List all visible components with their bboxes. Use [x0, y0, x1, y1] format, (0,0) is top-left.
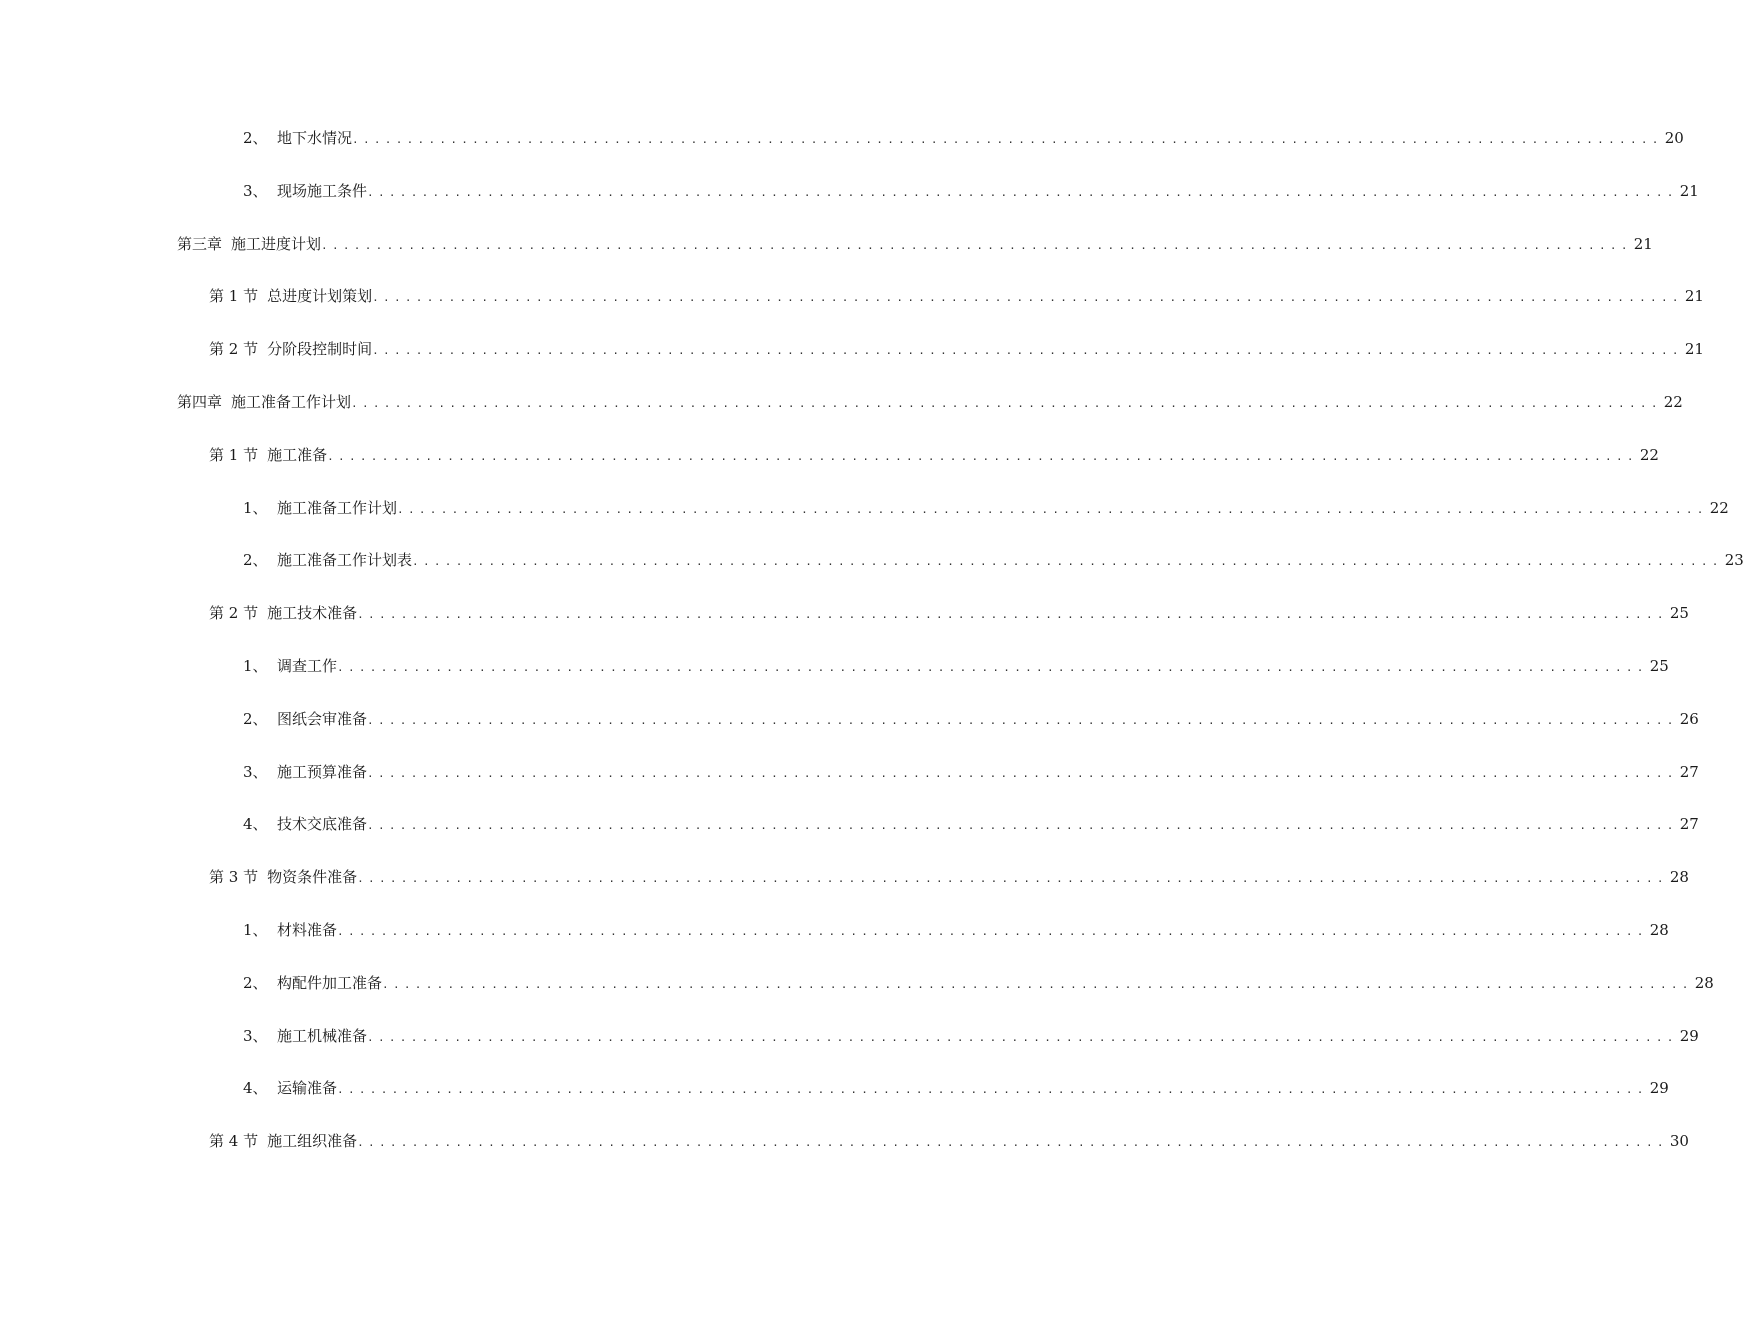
- dot-leader: ........................................................................................................................: [351, 397, 1662, 410]
- toc-entry-page-number: 25: [1669, 604, 1689, 622]
- toc-entry-page-number: 23: [1724, 551, 1744, 569]
- toc-entry-number: 3、: [243, 1027, 268, 1045]
- toc-entry-row: [243, 918, 1669, 944]
- toc-entry-title: 施工进度计划: [231, 235, 322, 253]
- toc-entry[interactable]: [0, 548, 1744, 572]
- toc-entry-row: [209, 1129, 1689, 1155]
- toc-entry-row: [177, 232, 1653, 258]
- toc-entry-row: [243, 1024, 1699, 1050]
- toc-entry-row: [243, 654, 1669, 680]
- toc-entry-title: 施工预算准备: [277, 763, 368, 781]
- toc-entry-number: 3、: [243, 763, 268, 781]
- toc-entry[interactable]: [0, 654, 1669, 678]
- toc-entry-row: [243, 707, 1699, 733]
- dot-leader: ........................................................................................................................: [382, 978, 1693, 991]
- toc-entry-number: 3、: [243, 182, 268, 200]
- toc-entry-number: 1、: [243, 657, 268, 675]
- toc-entry-title: 调查工作: [277, 657, 338, 675]
- toc-entry-title: 图纸会审准备: [277, 710, 368, 728]
- toc-entry-row: [209, 443, 1659, 469]
- toc-entry-row: [209, 601, 1689, 627]
- toc-entry-page-number: 22: [1709, 499, 1729, 517]
- toc-entry-row: [209, 337, 1704, 363]
- dot-leader: ........................................................................................................................: [337, 925, 1648, 938]
- toc-entry-page-number: 22: [1663, 393, 1683, 411]
- toc-entry-row: [243, 179, 1699, 205]
- toc-entry-page-number: 21: [1684, 340, 1704, 358]
- dot-leader: ........................................................................................................................: [357, 608, 1668, 621]
- dot-leader: ........................................................................................................................: [367, 1031, 1678, 1044]
- toc-entry-row: [209, 865, 1689, 891]
- toc-entry-page-number: 30: [1669, 1132, 1689, 1150]
- toc-entry-number: 第三章: [177, 235, 223, 253]
- toc-entry[interactable]: [0, 179, 1699, 203]
- toc-entry-number: 2、: [243, 710, 268, 728]
- toc-entry-page-number: 26: [1679, 710, 1699, 728]
- toc-entry[interactable]: [0, 760, 1699, 784]
- dot-leader: ........................................................................................................................: [337, 661, 1648, 674]
- toc-entry-row: [243, 496, 1729, 522]
- toc-entry-number: 第 2 节: [209, 604, 259, 622]
- toc-entry-page-number: 29: [1679, 1027, 1699, 1045]
- dot-leader: ........................................................................................................................: [367, 767, 1678, 780]
- toc-entry[interactable]: [0, 1076, 1669, 1100]
- toc-entry-number: 2、: [243, 129, 268, 147]
- toc-entry[interactable]: [0, 232, 1653, 256]
- dot-leader: ........................................................................................................................: [321, 239, 1632, 252]
- toc-entry-number: 第 1 节: [209, 446, 259, 464]
- toc-entry-page-number: 29: [1649, 1079, 1669, 1097]
- toc-entry-number: 1、: [243, 921, 268, 939]
- toc-entry-page-number: 27: [1679, 763, 1699, 781]
- toc-entry-page-number: 22: [1639, 446, 1659, 464]
- dot-leader: ........................................................................................................................: [357, 872, 1668, 885]
- toc-entry-number: 第 3 节: [209, 868, 259, 886]
- toc-entry-page-number: 25: [1649, 657, 1669, 675]
- toc-entry-row: [243, 760, 1699, 786]
- toc-entry-page-number: 21: [1679, 182, 1699, 200]
- toc-entry-title: 运输准备: [277, 1079, 338, 1097]
- toc-entry-number: 第 4 节: [209, 1132, 259, 1150]
- toc-entry[interactable]: [0, 390, 1683, 414]
- toc-entry-title: 施工准备: [267, 446, 328, 464]
- toc-entry[interactable]: [0, 812, 1699, 836]
- toc-entry-row: [243, 548, 1744, 574]
- dot-leader: ........................................................................................................................: [367, 819, 1678, 832]
- dot-leader: ........................................................................................................................: [372, 291, 1683, 304]
- toc-entry-page-number: 28: [1649, 921, 1669, 939]
- toc-entry-number: 2、: [243, 974, 268, 992]
- toc-entry[interactable]: [0, 971, 1714, 995]
- toc-entry[interactable]: [0, 284, 1704, 308]
- toc-entry-number: 第 1 节: [209, 287, 259, 305]
- toc-entry-row: [243, 812, 1699, 838]
- dot-leader: ........................................................................................................................: [327, 450, 1638, 463]
- toc-entry[interactable]: [0, 918, 1669, 942]
- toc-entry-row: [209, 284, 1704, 310]
- toc-entry[interactable]: [0, 707, 1699, 731]
- dot-leader: ........................................................................................................................: [337, 1083, 1648, 1096]
- toc-entry[interactable]: [0, 865, 1689, 889]
- toc-entry-title: 构配件加工准备: [277, 974, 383, 992]
- toc-entry-title: 施工准备工作计划: [231, 393, 352, 411]
- toc-entry-title: 分阶段控制时间: [267, 340, 373, 358]
- toc-entry[interactable]: [0, 443, 1659, 467]
- toc-entry[interactable]: [0, 1129, 1689, 1153]
- toc-entry-title: 总进度计划策划: [267, 287, 373, 305]
- toc-entry-page-number: 28: [1694, 974, 1714, 992]
- toc-entry[interactable]: [0, 601, 1689, 625]
- dot-leader: ........................................................................................................................: [372, 344, 1683, 357]
- dot-leader: ........................................................................................................................: [412, 555, 1723, 568]
- toc-entry-page-number: 21: [1684, 287, 1704, 305]
- toc-entry-title: 施工技术准备: [267, 604, 358, 622]
- toc-entry-row: [243, 126, 1684, 152]
- toc-entry-title: 地下水情况: [277, 129, 353, 147]
- toc-entry[interactable]: [0, 496, 1729, 520]
- toc-entry[interactable]: [0, 126, 1684, 150]
- toc-entry-title: 施工机械准备: [277, 1027, 368, 1045]
- toc-entry-number: 4、: [243, 1079, 268, 1097]
- toc-entry-row: [243, 971, 1714, 997]
- toc-entry-row: [177, 390, 1683, 416]
- toc-entry-number: 1、: [243, 499, 268, 517]
- toc-entry-title: 现场施工条件: [277, 182, 368, 200]
- toc-entry[interactable]: [0, 337, 1704, 361]
- toc-entry-title: 材料准备: [277, 921, 338, 939]
- toc-entry-number: 第四章: [177, 393, 223, 411]
- dot-leader: ........................................................................................................................: [367, 186, 1678, 199]
- toc-entry-row: [243, 1076, 1669, 1102]
- toc-entry-page-number: 27: [1679, 815, 1699, 833]
- toc-entry-page-number: 28: [1669, 868, 1689, 886]
- toc-entry[interactable]: [0, 1024, 1699, 1048]
- toc-entry-title: 施工准备工作计划: [277, 499, 398, 517]
- toc-entry-number: 第 2 节: [209, 340, 259, 358]
- dot-leader: ........................................................................................................................: [352, 133, 1663, 146]
- dot-leader: ........................................................................................................................: [367, 714, 1678, 727]
- toc-entry-page-number: 20: [1664, 129, 1684, 147]
- toc-entry-title: 技术交底准备: [277, 815, 368, 833]
- dot-leader: ........................................................................................................................: [357, 1136, 1668, 1149]
- toc-entry-page-number: 21: [1633, 235, 1653, 253]
- toc-entry-title: 施工组织准备: [267, 1132, 358, 1150]
- dot-leader: ........................................................................................................................: [397, 503, 1708, 516]
- toc-entry-title: 施工准备工作计划表: [277, 551, 413, 569]
- toc-entry-number: 4、: [243, 815, 268, 833]
- toc-entry-title: 物资条件准备: [267, 868, 358, 886]
- toc-entry-number: 2、: [243, 551, 268, 569]
